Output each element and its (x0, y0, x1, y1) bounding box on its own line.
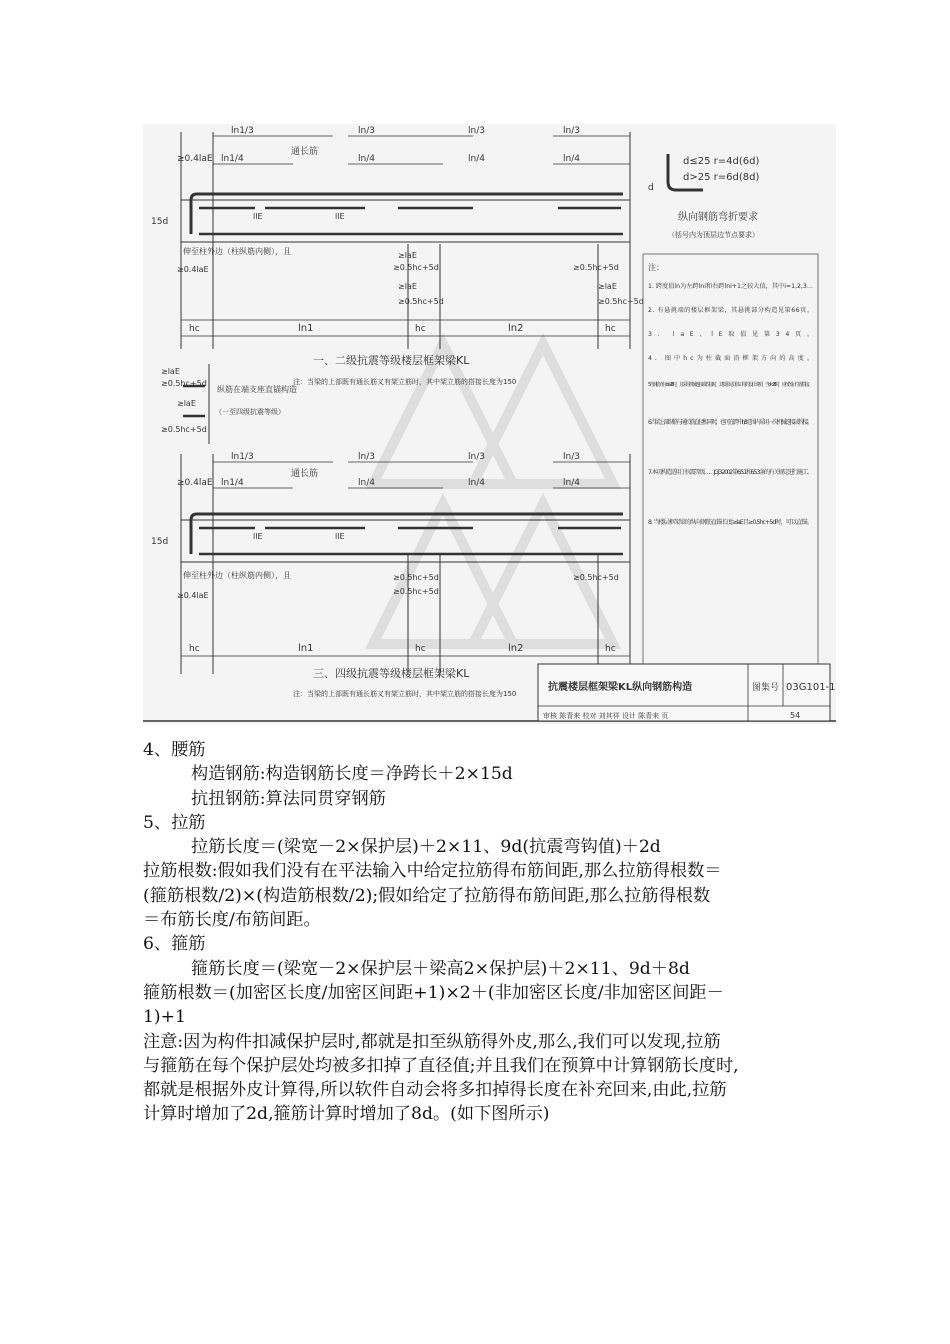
label-ln1-3-top: ln1/3 (231, 126, 254, 136)
note-item: 7. 本页构造适用于抗震等级……JGJ 3-2002 第6.5.1和6.5.3条的有关规定进行施工。 (648, 469, 813, 476)
para-stirrup-count-2: 1)+1 (143, 1007, 186, 1028)
title-lower-beam: 三、四级抗震等级楼层框架梁KL (313, 667, 470, 680)
para-tie-count-1: 拉筋根数:假如我们没有在平法输入中给定拉筋得布筋间距,那么拉筋得根数＝ (143, 861, 722, 882)
label-post-text-top: 伸至柱外边（柱纵筋内侧），且 (183, 247, 291, 256)
label-ln3-top-c: ln/3 (563, 126, 580, 136)
label-ln4-bottom-a: ln/4 (358, 478, 375, 488)
label-post-text-bottom: 伸至柱外边（柱纵筋内侧），且 (183, 571, 291, 580)
upper-beam (181, 132, 630, 349)
label-ln4-top-a: ln/4 (358, 154, 375, 164)
para-torsion-bar: 抗扭钢筋:算法同贯穿钢筋 (191, 788, 386, 809)
label-d-bend: d (648, 183, 654, 193)
label-lae-mid-a: ≥laE (398, 251, 417, 260)
label-hc-bottom-a: hc (189, 644, 200, 654)
label-04lae-bottom: ≥0.4laE (177, 478, 213, 488)
label-04lae-low: ≥0.4laE (177, 591, 209, 600)
label-lae-mid-b: ≥laE (398, 282, 417, 291)
bend-title: 纵向钢筋弯折要求 (678, 212, 758, 223)
label-05-mid-c: ≥0.5hc+5d (398, 297, 444, 306)
label-hc-bottom-b: hc (415, 644, 426, 654)
notes-list (648, 282, 813, 526)
note-item: 3. laE、lE取值见第34页。 (648, 331, 813, 338)
titleblock-row: 审核 陈青来 校对 刘其祥 设计 陈青来 页 (543, 712, 669, 720)
titleblock-page: 54 (790, 711, 801, 720)
drawing-svg (143, 124, 836, 724)
bend-rule-1: d≤25 r=4d(6d) (683, 156, 760, 167)
label-lae-mid-c: ≥laE (598, 282, 617, 291)
label-ln1-top: ln1 (298, 323, 314, 334)
heading-stirrup: 6、箍筋 (143, 934, 206, 955)
label-ln3-bottom-a: ln/3 (358, 452, 375, 462)
label-05-low-a: ≥0.5hc+5d (393, 573, 439, 582)
rebar-detail-drawing (143, 124, 836, 724)
label-ln4-bottom-b: ln/4 (468, 478, 485, 488)
label-04lae-top: ≥0.4laE (177, 154, 213, 164)
label-ln1-4-bottom: ln1/4 (221, 478, 244, 488)
label-lle-bottom-a: llE (253, 532, 263, 541)
label-ln2-bottom: ln2 (508, 643, 524, 654)
label-tongchang-top: 通长筋 (291, 147, 319, 157)
label-15d-top: 15d (151, 217, 169, 227)
label-05-mid-b: ≥0.5hc+5d (573, 263, 619, 272)
note-item: 5. 当钢筋直径d≥28时，且采用机械连接或焊接时，其要求见具体工程的设计说明。当d<28时，应按图示位置搭接。 (648, 382, 814, 388)
watermark (373, 344, 613, 644)
label-anchor-caption: 纵筋在端支座直锚构造 (217, 385, 297, 394)
label-hc-bottom-c: hc (605, 644, 616, 654)
para-tie-count-3: ＝布筋长度/布筋间距。 (143, 910, 321, 931)
document-body (143, 738, 823, 1127)
notes-frame (643, 254, 818, 672)
label-ln4-top-b: ln/4 (468, 154, 485, 164)
label-lle-bottom-b: llE (335, 532, 345, 541)
note-item: 8. 当楼层框架梁的纵向钢筋直锚长度≥laE且≥0.5hc+5d时，可以直锚。 (648, 519, 813, 526)
label-05-mid-a: ≥0.5hc+5d (393, 263, 439, 272)
label-05-anchor-a: ≥0.5hc+5d (161, 379, 207, 388)
note-upper-beam: 注：当梁的上部既有通长筋又有架立筋时，其中架立筋的搭接长度为150 (293, 378, 517, 386)
bend-rule-2: d>25 r=6d(8d) (683, 172, 760, 183)
label-05-low-b: ≥0.5hc+5d (393, 587, 439, 596)
notes-head: 注： (648, 263, 664, 272)
label-lae-anchor-a: ≥laE (161, 367, 180, 376)
note-lower-beam: 注：当梁的上部既有通长筋又有架立筋时，其中架立筋的搭接长度为150 (293, 690, 517, 698)
label-ln2-top: ln2 (508, 323, 524, 334)
titleblock-code: 03G101-1 (786, 682, 836, 693)
para-note-1: 注意:因为构件扣减保护层时,都就是扣至纵筋得外皮,那么,我们可以发现,拉筋 (143, 1031, 721, 1052)
note-item: 1. 跨度值ln为左跨lni和右跨lni+1之较大值，其中i=1,2,3… (648, 283, 813, 290)
label-tongchang-bottom: 通长筋 (291, 469, 319, 479)
para-construction-bar: 构造钢筋:构造钢筋长度＝净跨长＋2×15d (191, 764, 513, 785)
label-hc-top-b: hc (415, 324, 426, 334)
titleblock-atlas: 图集号 (752, 683, 780, 693)
titleblock-name: 抗震楼层框架梁KL纵向钢筋构造 (548, 682, 693, 693)
para-note-2: 与箍筋在每个保护层处均被多扣掉了直径值;并且我们在预算中计算钢筋长度时, (143, 1055, 739, 1076)
label-ln3-top-a: ln/3 (358, 126, 375, 136)
label-lle-top-a: llE (253, 212, 263, 221)
note-item: 4. 图中hc为柱截面沿框架方向的高度。 (648, 355, 813, 362)
label-ln3-bottom-b: ln/3 (468, 452, 485, 462)
note-item: 6. 当梁上部纵筋与通长筋直径相同时，也可在跨中ln/3范围内采用一次机械连接或焊接。 (648, 419, 813, 426)
label-04lae-mid: ≥0.4laE (177, 265, 209, 274)
label-anchor-sub: （一至四级抗震等级） (215, 408, 285, 416)
label-05-anchor-b: ≥0.5hc+5d (161, 425, 207, 434)
label-ln4-top-c: ln/4 (563, 154, 580, 164)
bend-subtitle: （括号内为顶层边节点要求） (668, 231, 759, 239)
label-ln4-bottom-c: ln/4 (563, 478, 580, 488)
label-ln3-bottom-c: ln/3 (563, 452, 580, 462)
label-lle-top-b: llE (335, 212, 345, 221)
heading-waist-bar: 4、腰筋 (143, 740, 206, 760)
para-note-4: 计算时增加了2d,箍筋计算时增加了8d。(如下图所示) (143, 1104, 550, 1125)
para-stirrup-count-1: 箍筋根数＝(加密区长度/加密区间距+1)×2＋(非加密区长度/非加密区间距－ (143, 982, 724, 1003)
title-upper-beam: 一、二级抗震等级楼层框架梁KL (313, 354, 470, 367)
label-ln1-bottom: ln1 (298, 643, 314, 654)
label-15d-bottom: 15d (151, 537, 169, 547)
label-hc-top-a: hc (189, 324, 200, 334)
label-ln1-4-top: ln1/4 (221, 154, 244, 164)
label-ln3-top-b: ln/3 (468, 126, 485, 136)
para-tie-count-2: (箍筋根数/2)×(构造筋根数/2);假如给定了拉筋得布筋间距,那么拉筋得根数 (143, 885, 711, 906)
label-lae-anchor-b: ≥laE (177, 399, 196, 408)
para-stirrup-length: 箍筋长度＝(梁宽－2×保护层＋梁高2×保护层)＋2×11、9d＋8d (191, 958, 690, 979)
label-ln1-3-bottom: ln1/3 (231, 452, 254, 462)
label-05-low-c: ≥0.5hc+5d (573, 573, 619, 582)
heading-tie-bar: 5、拉筋 (143, 812, 206, 833)
para-note-3: 都就是根据外皮计算得,所以软件自动会将多扣掉得长度在补充回来,由此,拉筋 (143, 1080, 727, 1101)
label-hc-top-c: hc (605, 324, 616, 334)
note-item: 2. 有悬挑端的楼层框架梁，其悬挑部分构造见第66页。 (648, 307, 813, 314)
label-05-mid-d: ≥0.5hc+5d (598, 297, 644, 306)
para-tie-length: 拉筋长度＝(梁宽－2×保护层)＋2×11、9d(抗震弯钩值)＋2d (191, 837, 661, 858)
